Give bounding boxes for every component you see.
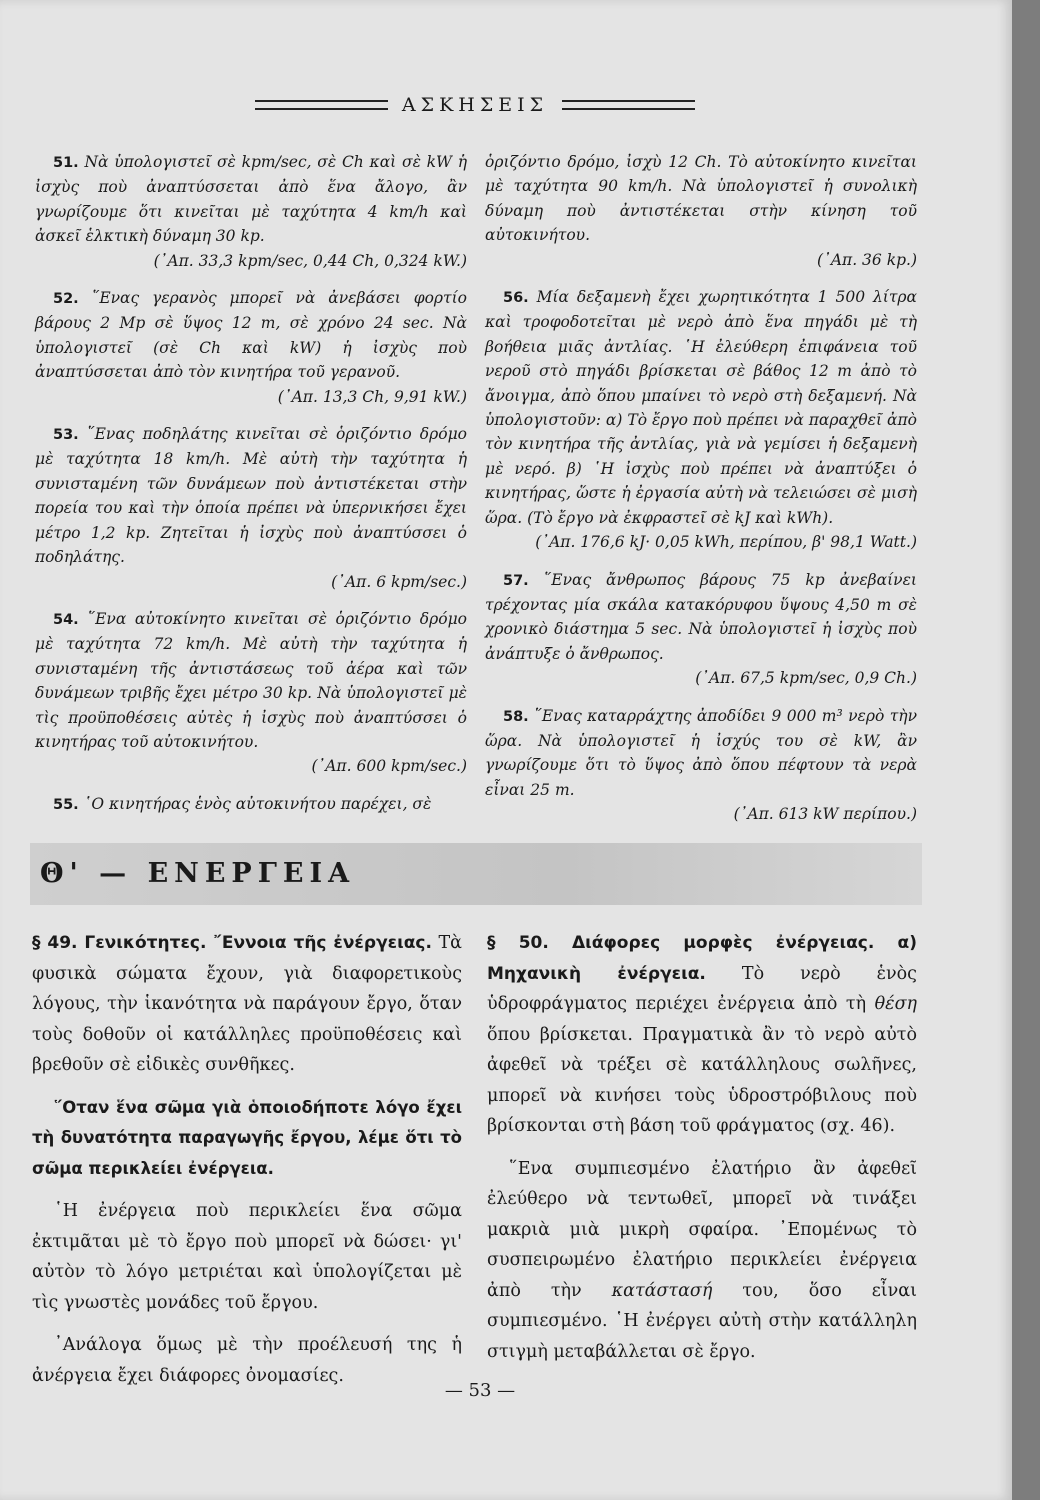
exercise-answer: (᾿Απ. 36 kp.) [817, 250, 917, 269]
exercise-answer: (᾿Απ. 176,6 kJ· 0,05 kWh, περίπου, β' 98,1 Watt.) [535, 533, 917, 552]
exercise-text: ῞Ενα αὐτοκίνητο κινεῖται σὲ ὁριζόντιο δρόμο μὲ ταχύτητα 72 km/h. Μὲ αὐτὴ τὴν ταχύτητα ἡ συνισταμένη τῆς ἀντιστάσεως τοῦ ἀέρα καὶ τῶν δυνάμεων τριβῆς ἔχει μέτρο 30 kp. Νὰ ὑπολογιστεῖ μὲ τὶς προϋποθέσεις αὐτὲς ἡ ἰσχὺς ποὺ ἀναπτύσσει ὁ κινητήρας τοῦ αὐτοκινήτου. [35, 609, 467, 751]
emphasis-text: κατάστασή [611, 1280, 713, 1301]
exercises-column-left [35, 150, 467, 830]
section-title: Θ' — ΕΝΕΡΓΕΙΑ [40, 858, 356, 889]
paragraph-text: Τὸ νερὸ ἑνὸς ὑδροφράγματος περιέχει ἐνέργεια ἀπὸ τὴ [487, 963, 917, 1014]
exercise-answer: (᾿Απ. 613 kW περίπου.) [733, 805, 917, 824]
exercise-56 [485, 285, 917, 554]
emphasis-text: θέση [874, 994, 917, 1014]
exercise-text: ῞Ενας ποδηλάτης κινεῖται σὲ ὁριζόντιο δρόμο μὲ ταχύτητα 18 km/h. Μὲ αὐτὴ τὴν ταχύτητα ἡ συνισταμένη τῶν δυνάμεων ποὺ ἀντιστέκεται στὴν πορεία του καὶ τὴν ὁποία πρέπει νὰ ὑπερνικήσει ἔχει μέτρο 1,2 kp. Ζητεῖται ἡ ἰσχὺς ποὺ ἀναπτύσσει ὁ ποδηλάτης. [35, 425, 467, 567]
body-column-left [32, 928, 462, 1403]
exercise-52 [35, 286, 467, 409]
heading-rule-left [255, 100, 388, 110]
paragraph-text: ὅπου βρίσκεται. Πραγματικὰ ἂν τὸ νερὸ αὐτὸ ἀφεθεῖ νὰ τρέξει σὲ κατάλληλους σωλῆνες, μπορεῖ νὰ κινήσει τοὺς ὑδροστρόβιλους ποὺ βρίσκονται στὴ βάση τοῦ φράγματος (σχ. 46). [487, 1024, 917, 1136]
exercise-answer: (᾿Απ. 13,3 Ch, 9,91 kW.) [277, 387, 467, 406]
exercise-number: 54. [53, 611, 79, 628]
exercise-text: Νὰ ὑπολογιστεῖ σὲ kpm/sec, σὲ Ch καὶ σὲ kW ἡ ἰσχὺς ποὺ ἀναπτύσσεται ἀπὸ ἕνα ἄλογο, ἂν γνωρίζουμε ὅτι κινεῖται μὲ ταχύτητα 4 km/h καὶ ἀσκεῖ ἑλκτικὴ δύναμη 30 kp. [35, 153, 467, 246]
exercises-heading [255, 90, 695, 120]
exercise-number: 52. [53, 291, 79, 308]
paragraph-50 [487, 928, 917, 1142]
exercise-answer: (᾿Απ. 6 kpm/sec.) [331, 572, 467, 591]
paragraph-heading: § 50. Διάφορες μορφὲς ἐνέργειας. α) Μηχανικὴ ἐνέργεια. [487, 933, 917, 984]
paragraph-text: ῞Ενα συμπιεσμένο ἐλατήριο ἂν ἀφεθεῖ ἐλεύθερο νὰ τεντωθεῖ, μπορεῖ νὰ τινάξει μακριὰ μιὰ μικρὴ σφαίρα. ᾿Επομένως τὸ συσπειρωμένο ἐλατήριο περικλείει ἐνέργεια ἀπὸ τὴν [487, 1158, 917, 1301]
exercise-text: ῾Ο κινητήρας ἑνὸς αὐτοκινήτου παρέχει, σὲ [83, 794, 432, 813]
exercise-55 [35, 792, 467, 817]
exercise-text: ῞Ενας καταρράχτης ἀποδίδει 9 000 m³ νερὸ τὴν ὥρα. Νὰ ὑπολογιστεῖ ἡ ἰσχύς του σὲ kW, ἂν γνωρίζουμε ὅτι τὸ ὕψος ἀπὸ ὅπου πέφτουν τὰ νερὰ εἶναι 25 m. [485, 706, 917, 799]
page-edge [1012, 0, 1040, 1500]
exercise-number: 55. [53, 796, 79, 813]
exercise-text: ὁριζόντιο δρόμο, ἰσχὺ 12 Ch. Τὸ αὐτοκίνητο κινεῖται μὲ ταχύτητα 90 km/h. Νὰ ὑπολογιστεῖ ἡ συνολικὴ δύναμη ποὺ ἀντιστέκεται στὴν κίνηση τοῦ αὐτοκινήτου. [485, 153, 917, 245]
paragraph-49 [32, 928, 462, 1081]
exercise-53 [35, 422, 467, 594]
body-column-right [487, 928, 917, 1379]
exercises-column-right [485, 150, 917, 840]
exercise-number: 51. [53, 155, 79, 171]
exercise-58 [485, 704, 917, 827]
spring-paragraph [487, 1154, 917, 1368]
heading-rule-right [562, 100, 695, 110]
exercise-text: ῞Ενας γερανὸς μπορεῖ νὰ ἀνεβάσει φορτίο βάρους 2 Mp σὲ ὕψος 12 m, σὲ χρόνο 24 sec. Νὰ ὑπολογιστεῖ (σὲ Ch καὶ kW) ἡ ἰσχὺς ποὺ ἀναπτύσσεται ἀπὸ τὸν κινητήρα τοῦ γερανοῦ. [35, 289, 467, 382]
heading-title: ΑΣΚΗΣΕΙΣ [401, 94, 549, 116]
exercise-number: 57. [503, 572, 529, 589]
exercise-number: 53. [53, 427, 79, 444]
exercise-number: 56. [503, 290, 529, 307]
exercise-text: ῞Ενας ἄνθρωπος βάρους 75 kp ἀνεβαίνει τρέχοντας μία σκάλα κατακόρυφου ὕψους 4,50 m σὲ χρονικὸ διάστημα 5 sec. Νὰ ὑπολογιστεῖ ἡ ἰσχὺς ποὺ ἀνάπτυξε ὁ ἄνθρωπος. [485, 570, 917, 663]
exercise-51 [35, 150, 467, 273]
exercise-57 [485, 568, 917, 691]
exercise-54 [35, 607, 467, 779]
exercise-answer: (᾿Απ. 33,3 kpm/sec, 0,44 Ch, 0,324 kW.) [153, 251, 467, 270]
paragraph-text: ῾Η ἐνέργεια ποὺ περικλείει ἕνα σῶμα ἐκτιμᾶται μὲ τὸ ἔργο ποὺ μπορεῖ νὰ δώσει· γι' αὐτὸν τὸ λόγο μετριέται καὶ ὑπολογίζεται μὲ τὶς γνωστὲς μονάδες τοῦ ἔργου. [32, 1201, 462, 1313]
exercise-answer: (᾿Απ. 600 kpm/sec.) [311, 757, 467, 776]
exercise-text: Μία δεξαμενὴ ἔχει χωρητικότητα 1 500 λίτρα καὶ τροφοδοτεῖται μὲ νερὸ ἀπὸ ἕνα πηγάδι μὲ τὴ βοήθεια μιᾶς ἀντλίας. ῾Η ἐλεύθερη ἐπιφάνεια τοῦ νεροῦ στὸ πηγάδι βρίσκεται σὲ βάθος 12 m ἀπὸ τὸ ἄνοιγμα, ἀπὸ ὅπου μπαίνει τὸ νερὸ στὴ δεξαμενή. Νὰ ὑπολογιστοῦν: α) Τὸ ἔργο ποὺ πρέπει νὰ παραχθεῖ ἀπὸ τὸν κινητήρα τῆς ἀντλίας, γιὰ νὰ γεμίσει ἡ δεξαμενὴ μὲ νερό. β) ῾Η ἰσχὺς ποὺ πρέπει νὰ ἀναπτύξει ὁ κινητήρας, ὥστε ἡ ἐργασία αὐτὴ νὰ τελειώσει σὲ μισὴ ὥρα. (Τὸ ἔργο νὰ ἐκφραστεῖ σὲ kJ καὶ kWh). [485, 288, 917, 527]
page-number: — 53 — [444, 1380, 516, 1401]
paragraph-text: Τὰ φυσικὰ σώματα ἔχουν, γιὰ διαφορετικοὺς λόγους, τὴν ἱκανότητα νὰ παράγουν ἔργο, ὅταν τοὺς δοθοῦν οἱ κατάλληλες προϋποθέσεις καὶ βρεθοῦν σὲ εἰδικὲς συνθῆκες. [32, 933, 462, 1075]
paragraph-text: του, ὅσο εἶναι συμπιεσμένο. ῾Η ἐνέργει αὐτὴ στὴν κατάλληλη στιγμὴ μεταβάλλεται σὲ ἔργο. [487, 1280, 917, 1362]
paragraph-text: ᾿Ανάλογα ὅμως μὲ τὴν προέλευσή της ἡ ἀνέργεια ἔχει διάφορες ὀνομασίες. [32, 1335, 462, 1386]
exercise-number: 58. [503, 708, 529, 725]
exercise-55-continued [485, 150, 917, 272]
definition-paragraph: ῞Οταν ἕνα σῶμα γιὰ ὁποιοδήποτε λόγο ἔχει τὴ δυνατότητα παραγωγῆς ἔργου, λέμε ὅτι τὸ σῶμα περικλείει ἐνέργεια. [32, 1097, 462, 1178]
exercise-answer: (᾿Απ. 67,5 kpm/sec, 0,9 Ch.) [695, 669, 917, 688]
paragraph-heading: § 49. Γενικότητες. ῎Εννοια τῆς ἐνέργειας. [32, 933, 432, 953]
